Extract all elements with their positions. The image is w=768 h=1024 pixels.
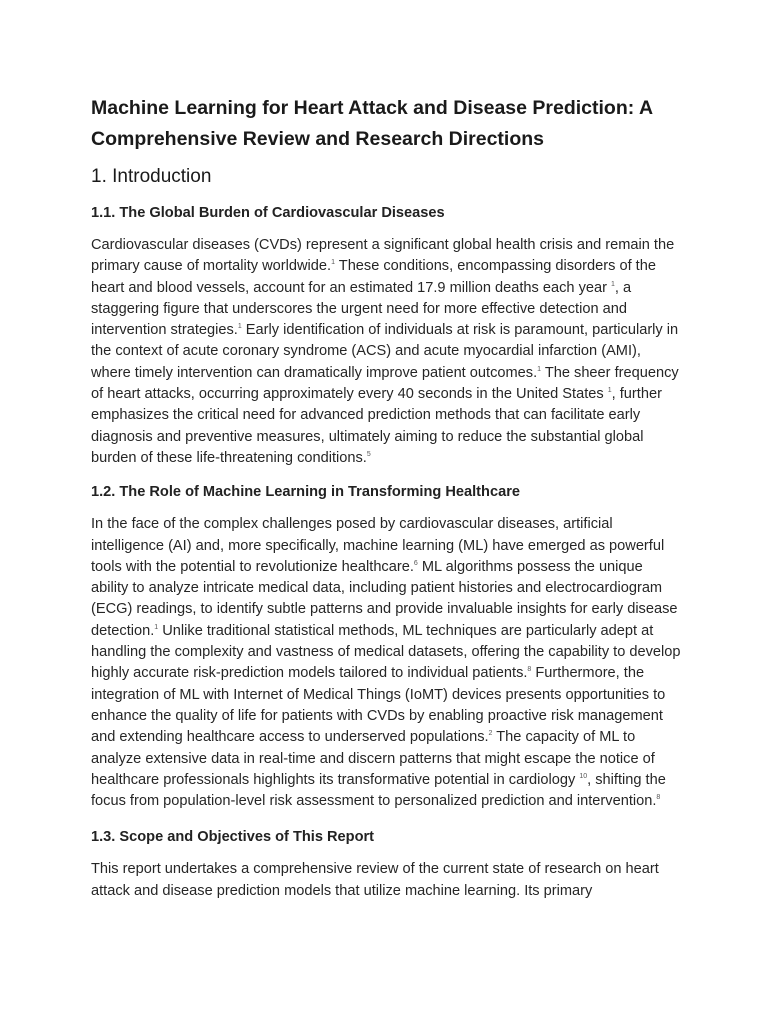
text: Furthermore, the integration of ML with Internet of Medical Things (IoMT) devices presents opportunities to enhance the quality of life for patients with CVDs by enabling proactive risk management and extending healthcare access to underserved populations.: [91, 665, 666, 746]
document-title: Machine Learning for Heart Attack and Disease Prediction: A Comprehensive Review and Research Directions: [91, 97, 653, 150]
section-heading-introduction: 1. Introduction: [91, 166, 212, 187]
subsection-heading-1-1: 1.1. The Global Burden of Cardiovascular Diseases: [91, 205, 445, 221]
citation-ref: 8: [527, 666, 532, 674]
citation-ref: 10: [579, 772, 588, 780]
citation-ref: 1: [607, 387, 612, 395]
text: Cardiovascular diseases (CVDs) represent a significant global health crisis and remain the primary cause of mortality worldwide.: [91, 237, 675, 275]
text: This report undertakes a comprehensive review of the current state of research on heart attack and disease prediction models that utilize machine learning. Its primary: [91, 861, 659, 899]
paragraph-1-2: [91, 514, 683, 812]
text: , further emphasizes the critical need for advanced prediction methods that can facilitate early diagnosis and preventive measures, ultimately aiming to reduce the substantial global burden of these life-threatening conditions.: [91, 386, 662, 466]
paragraph-1-1: [91, 235, 683, 469]
citation-ref: 8: [656, 794, 661, 802]
text: Early identification of individuals at risk is paramount, particularly in the context of acute coronary syndrome (ACS) and acute myocardial infarction (AMI), where timely intervention can dramatically improve patient outcomes.: [91, 322, 679, 381]
citation-ref: 2: [488, 730, 493, 738]
subsection-heading-1-2: 1.2. The Role of Machine Learning in Transforming Healthcare: [91, 484, 520, 501]
citation-ref: 1: [611, 280, 615, 288]
citation-ref: 1: [331, 259, 335, 267]
text: These conditions, encompassing disorders of the heart and blood vessels, account for an estimated 17.9 million deaths each year: [91, 258, 656, 296]
text: The capacity of ML to analyze extensive data in real-time and discern patterns that might escape the notice of healthcare professionals highlights its transformative potential in cardiology: [91, 729, 655, 788]
text: The sheer frequency of heart attacks, occurring approximately every 40 seconds in the United States: [91, 364, 679, 403]
paragraph-1-3: [91, 859, 683, 902]
text: Unlike traditional statistical methods, ML techniques are particularly adept at handling the complexity and vastness of medical datasets, offering the capability to develop highly accurate risk-prediction models tailored to individual patients.: [91, 622, 681, 682]
citation-ref: 1: [537, 365, 542, 373]
text: , shifting the focus from population-level risk assessment to personalized prediction and intervention.: [91, 771, 666, 810]
citation-ref: 6: [413, 559, 418, 567]
text: ML algorithms possess the unique ability to analyze intricate medical data, including patient histories and electrocardiogram (ECG) readings, to identify subtle patterns and provide invaluable insights for early disease detection.: [91, 558, 678, 639]
citation-ref: 1: [237, 323, 242, 331]
subsection-heading-1-3: 1.3. Scope and Objectives of This Report: [91, 829, 375, 846]
citation-ref: 1: [154, 623, 159, 631]
text: In the face of the complex challenges posed by cardiovascular diseases, artificial intelligence (AI) and, more specifically, machine learning (ML) have emerged as powerful tools with the potential to revolutionize healthcare.: [91, 516, 665, 575]
text: , a staggering figure that underscores the urgent need for more effective detection and intervention strategies.: [91, 279, 632, 339]
citation-ref: 5: [366, 450, 371, 458]
